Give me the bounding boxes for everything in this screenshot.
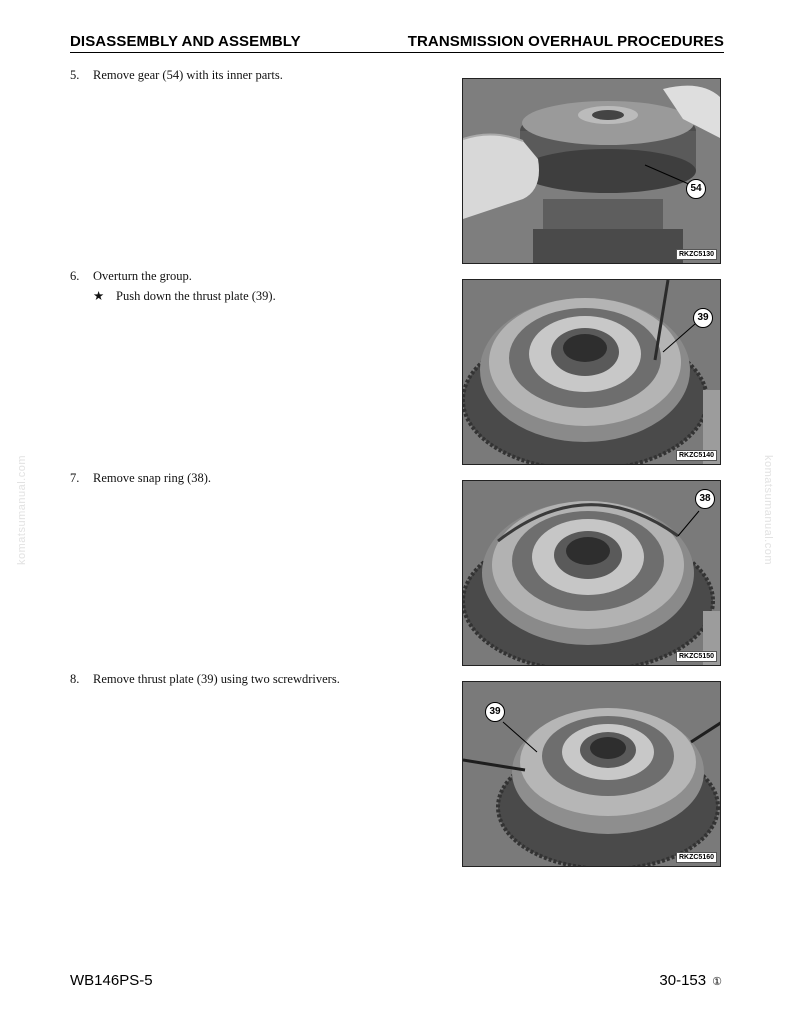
photo-step-6 <box>462 279 721 465</box>
photo-step-5 <box>462 78 721 264</box>
callout-38: 38 <box>695 489 715 509</box>
photo-code: RKZC5130 <box>676 249 717 260</box>
step-text: Remove snap ring (38). <box>93 471 212 485</box>
step-number: 6. <box>70 269 80 283</box>
gear-photo-illustration <box>463 79 721 264</box>
section-title: DISASSEMBLY AND ASSEMBLY <box>70 33 301 50</box>
step-8 <box>70 672 340 687</box>
step-number: 7. <box>70 471 80 485</box>
header-rule <box>70 52 724 53</box>
photo-code: RKZC5150 <box>676 651 717 662</box>
watermark-left: komatsumanual.com <box>16 455 28 565</box>
step-text: Overturn the group. <box>93 269 192 283</box>
photo-code: RKZC5140 <box>676 450 717 461</box>
page-number: 30-153 <box>659 972 707 989</box>
step-text: Remove thrust plate (39) using two screwdrivers. <box>93 672 340 686</box>
callout-54: 54 <box>686 179 706 199</box>
step-7 <box>70 471 211 486</box>
step-number: 5. <box>70 68 80 82</box>
step-number: 8. <box>70 672 80 686</box>
callout-39: 39 <box>485 702 505 722</box>
footer-page <box>659 972 722 989</box>
callout-39: 39 <box>693 308 713 328</box>
note-text: Push down the thrust plate (39). <box>116 289 276 303</box>
photo-step-7 <box>462 480 721 666</box>
photo-code: RKZC5160 <box>676 852 717 863</box>
revision-mark-icon: ① <box>712 976 722 988</box>
step-text: Remove gear (54) with its inner parts. <box>93 68 283 82</box>
chapter-title: TRANSMISSION OVERHAUL PROCEDURES <box>407 33 724 50</box>
step-6 <box>70 269 192 284</box>
step-6-note <box>93 288 276 304</box>
star-icon: ★ <box>93 289 105 303</box>
footer-model: WB146PS-5 <box>70 972 153 989</box>
watermark-right: komatsumanual.com <box>762 455 774 565</box>
clutch-photo-illustration <box>463 280 721 465</box>
snap-ring-photo-illustration <box>463 481 721 666</box>
step-5 <box>70 68 283 83</box>
photo-step-8 <box>462 681 721 867</box>
